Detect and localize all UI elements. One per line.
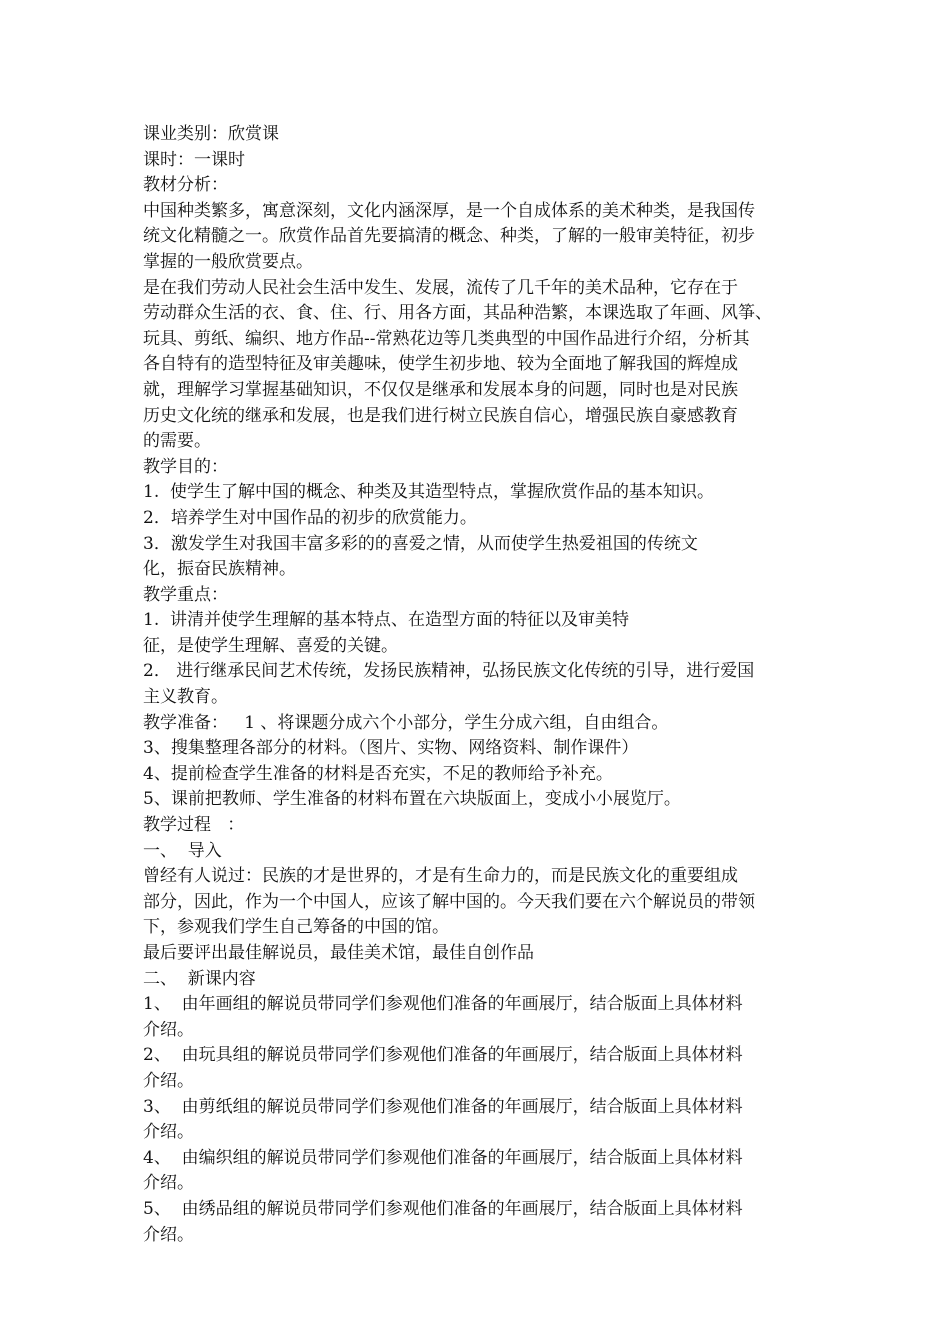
text-line: 征，是使学生理解、喜爱的关键。 — [143, 635, 398, 656]
text-line: 2． 进行继承民间艺术传统，发扬民族精神，弘扬民族文化传统的引导，进行爱国 — [143, 661, 755, 682]
text-line: 统文化精髓之一。欣赏作品首先要搞清的概念、种类，了解的一般审美特征，初步 — [143, 226, 755, 247]
text-line: 一、 导入 — [143, 840, 222, 861]
text-line: 课时：一课时 — [143, 149, 245, 170]
document-body — [143, 122, 815, 1248]
text-line: 5、课前把教师、学生准备的材料布置在六块版面上，变成小小展览厅。 — [143, 789, 681, 810]
text-line: 介绍。 — [143, 1122, 194, 1143]
text-line: 历史文化统的继承和发展，也是我们进行树立民族自信心，增强民族自豪感教育 — [143, 405, 738, 426]
text-line: 玩具、剪纸、编织、地方作品--常熟花边等几类典型的中国作品进行介绍，分析其 — [143, 328, 750, 349]
text-line: 介绍。 — [143, 1173, 194, 1194]
text-line: 1. 使学生了解中国的概念、种类及其造型特点，掌握欣赏作品的基本知识。 — [143, 482, 715, 503]
text-line: 4、提前检查学生准备的材料是否充实，不足的教师给予补充。 — [143, 763, 613, 784]
text-line: 5、 由绣品组的解说员带同学们参观他们准备的年画展厅，结合版面上具体材料 — [143, 1198, 743, 1219]
text-line: 3、搜集整理各部分的材料。（图片、实物、网络资料、制作课件） — [143, 738, 639, 759]
text-line: 教学准备： 1 、将课题分成六个小部分，学生分成六组，自由组合。 — [143, 712, 669, 733]
text-line: 二、 新课内容 — [143, 968, 256, 989]
text-line: 中国种类繁多，寓意深刻，文化内涵深厚，是一个自成体系的美术种类，是我国传 — [143, 200, 755, 221]
text-line: 教学重点： — [143, 584, 228, 605]
text-line: 化，振奋民族精神。 — [143, 559, 296, 580]
text-line: 介绍。 — [143, 1224, 194, 1245]
text-line: 劳动群众生活的衣、食、住、行、用各方面，其品种浩繁，本课选取了年画、风筝、 — [143, 303, 772, 324]
text-line: 3．激发学生对我国丰富多彩的的喜爱之情，从而使学生热爱祖国的传统文 — [143, 533, 698, 554]
text-line: 是在我们劳动人民社会生活中发生、发展，流传了几千年的美术品种，它存在于 — [143, 277, 738, 298]
text-line: 1、 由年画组的解说员带同学们参观他们准备的年画展厅，结合版面上具体材料 — [143, 994, 743, 1015]
text-line: 最后要评出最佳解说员，最佳美术馆，最佳自创作品 — [143, 943, 534, 963]
text-line: 2．培养学生对中国作品的初步的欣赏能力。 — [143, 507, 477, 528]
text-line: 介绍。 — [143, 1019, 194, 1040]
text-line: 就，理解学习掌握基础知识，不仅仅是继承和发展本身的问题，同时也是对民族 — [143, 379, 738, 400]
text-line: 2、 由玩具组的解说员带同学们参观他们准备的年画展厅，结合版面上具体材料 — [143, 1045, 743, 1066]
text-line: 各自特有的造型特征及审美趣味，使学生初步地、较为全面地了解我国的辉煌成 — [143, 354, 738, 375]
text-line: 下，参观我们学生自己筹备的中国的馆。 — [143, 917, 449, 938]
text-line: 1. 讲清并使学生理解的基本特点、在造型方面的特征以及审美特 — [143, 610, 630, 631]
text-line: 课业类别：欣赏课 — [143, 124, 279, 144]
text-line: 教学目的： — [143, 456, 228, 477]
text-line: 教学过程 ： — [143, 815, 245, 836]
text-line: 教材分析： — [143, 175, 228, 196]
text-line: 主义教育。 — [143, 687, 228, 708]
text-line: 曾经有人说过：民族的才是世界的，才是有生命力的，而是民族文化的重要组成 — [143, 866, 738, 887]
text-line: 介绍。 — [143, 1070, 194, 1091]
text-line: 3、 由剪纸组的解说员带同学们参观他们准备的年画展厅，结合版面上具体材料 — [143, 1096, 743, 1117]
text-line: 的需要。 — [143, 431, 211, 452]
text-line: 掌握的一般欣赏要点。 — [143, 251, 313, 272]
text-line: 部分，因此，作为一个中国人，应该了解中国的。今天我们要在六个解说员的带领 — [143, 891, 755, 912]
text-line: 4、 由编织组的解说员带同学们参观他们准备的年画展厅，结合版面上具体材料 — [143, 1147, 743, 1168]
